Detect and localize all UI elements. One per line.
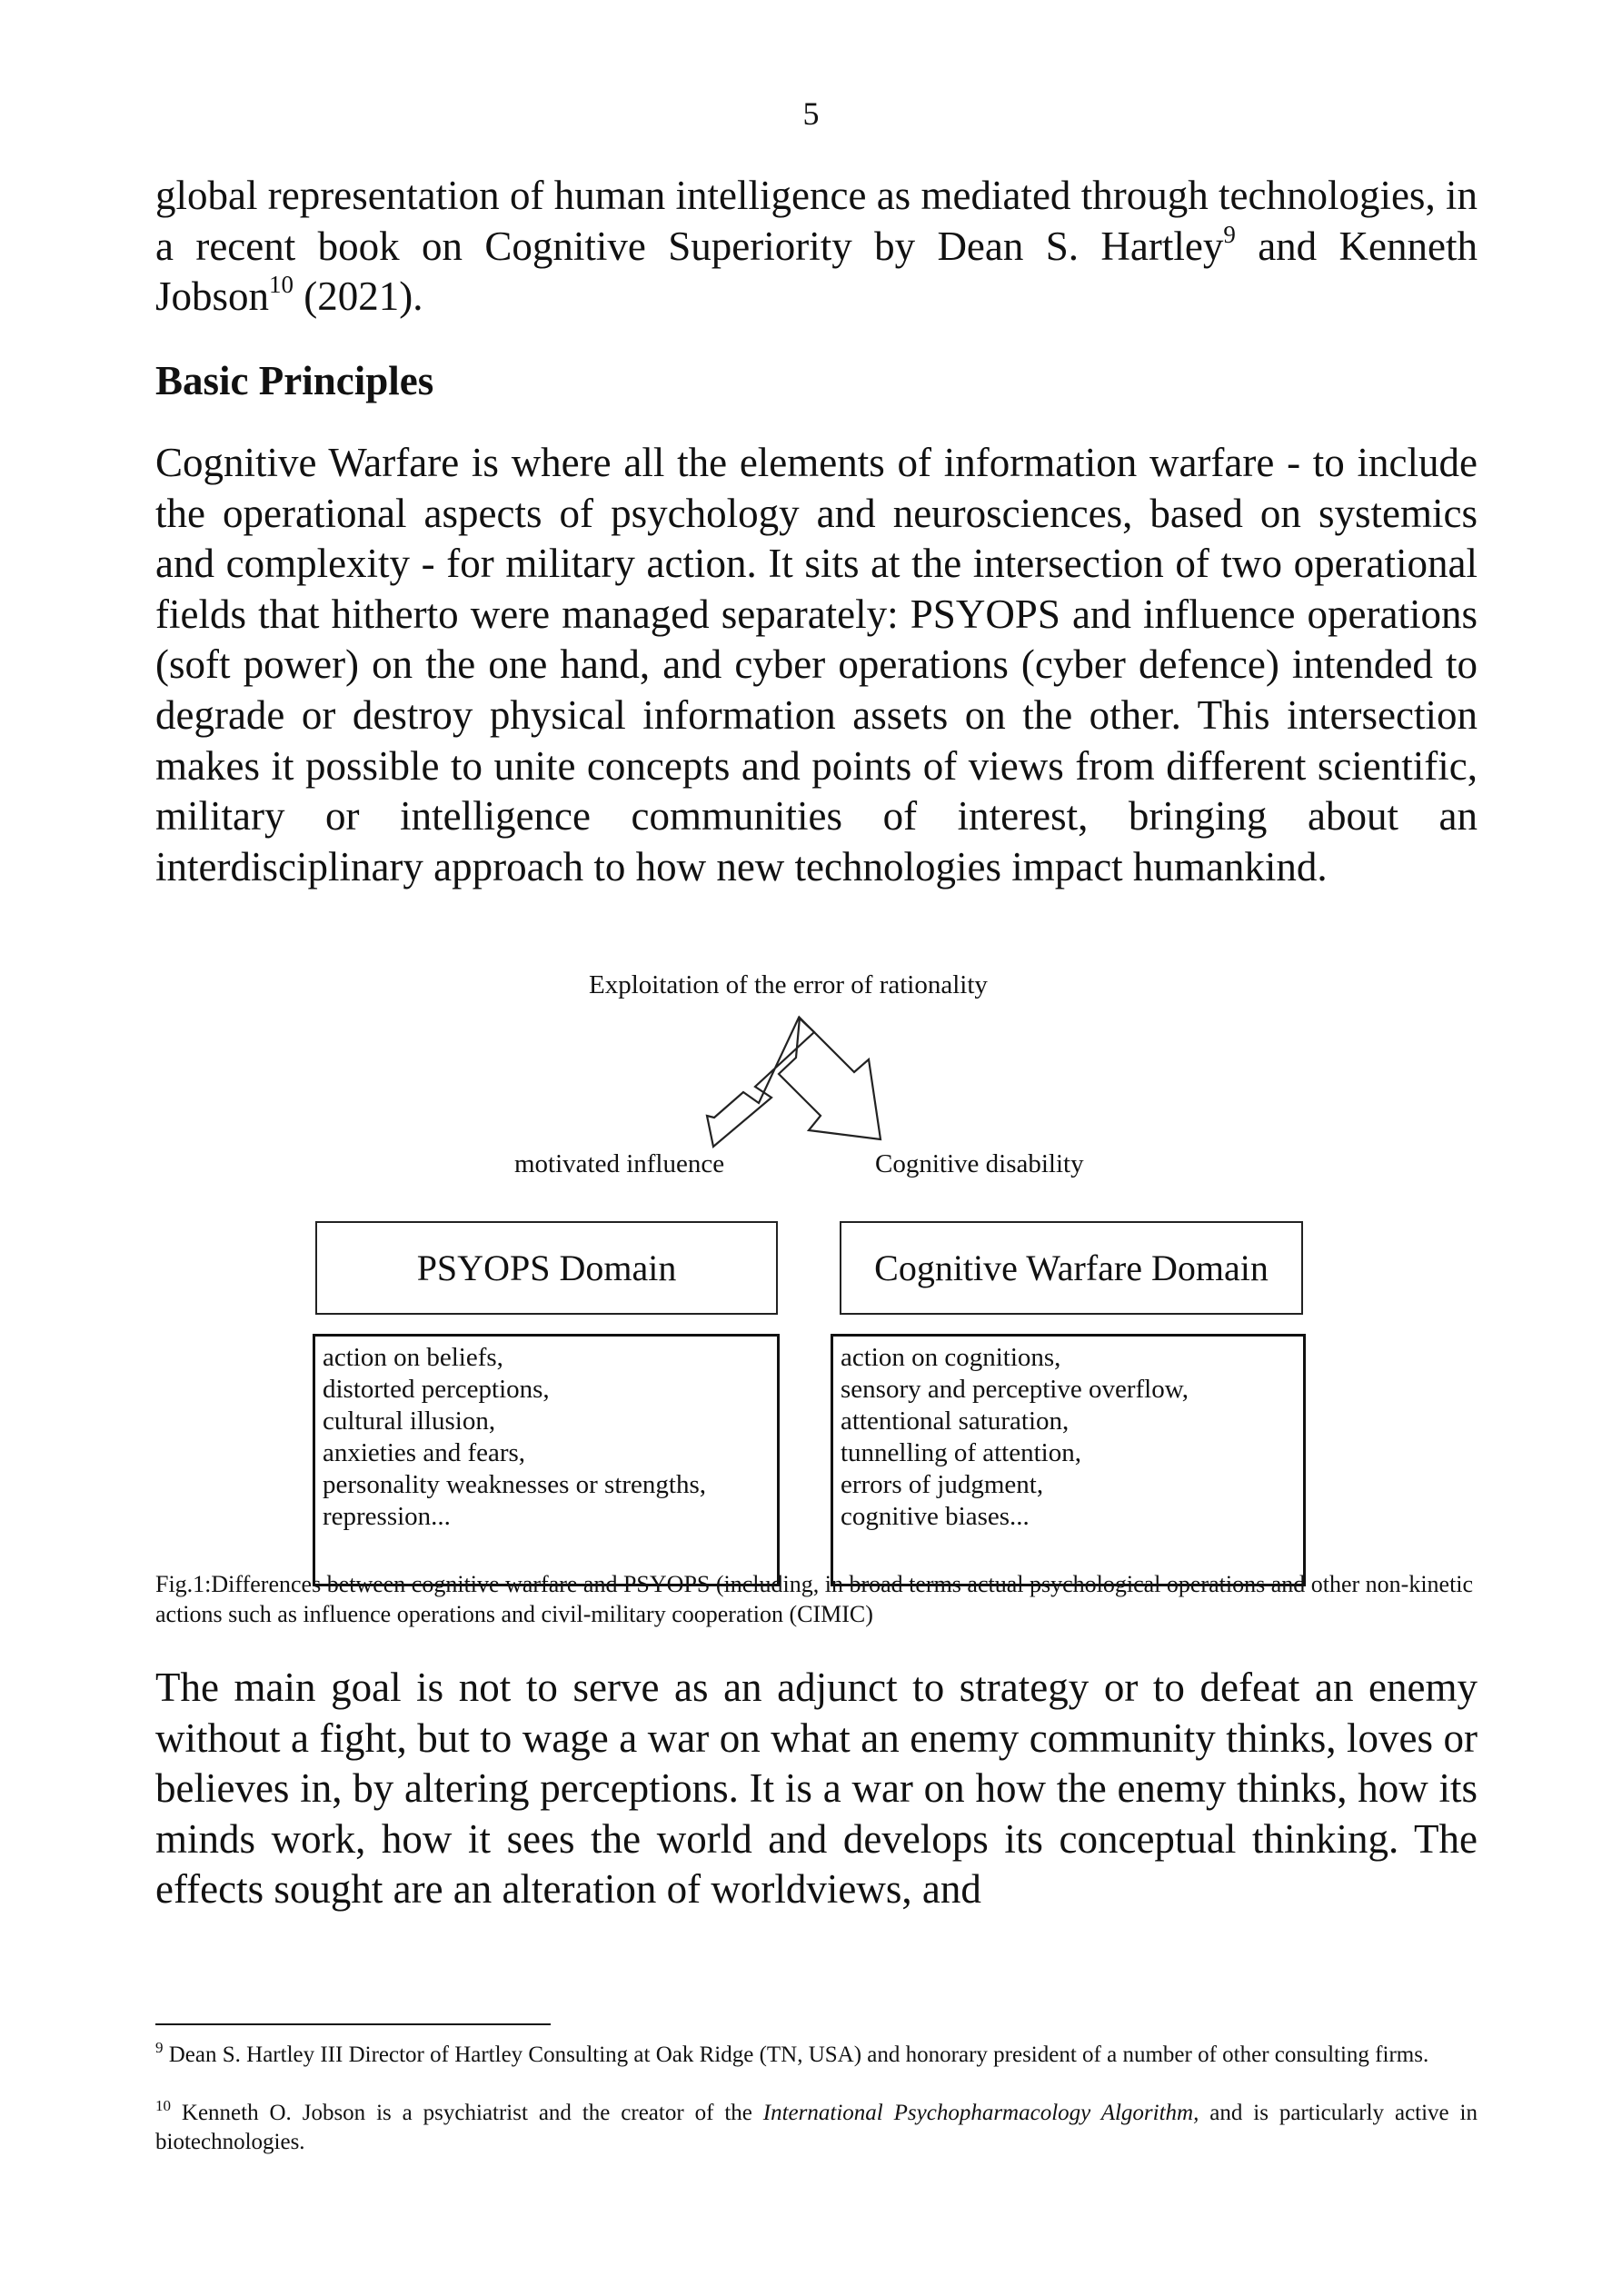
list-item: distorted perceptions, bbox=[323, 1375, 550, 1404]
footnote-divider bbox=[155, 2023, 551, 2025]
cognitive-warfare-domain-title: Cognitive Warfare Domain bbox=[874, 1247, 1269, 1288]
list-item: errors of judgment, bbox=[841, 1470, 1044, 1499]
intro-text-2: and Kenneth Jobson bbox=[155, 223, 1478, 320]
list-item: attentional saturation, bbox=[841, 1406, 1070, 1436]
footnote-marker: 9 bbox=[155, 2039, 164, 2056]
list-item: anxieties and fears, bbox=[323, 1438, 526, 1467]
psyops-list-box bbox=[313, 1334, 780, 1586]
figure-caption: Fig.1:Differences between cognitive warfare and PSYOPS (including, in broad terms actual psychological operations and other non-kinetic actions such as influence operations and civil-military cooperation (CIMIC) bbox=[155, 1571, 1474, 1627]
list-item: personality weaknesses or strengths, bbox=[323, 1470, 707, 1499]
list-item: cultural illusion, bbox=[323, 1406, 496, 1436]
footnote-text: Kenneth O. Jobson is a psychiatrist and the creator of the bbox=[171, 2101, 763, 2125]
cognitive-warfare-list-box bbox=[831, 1334, 1306, 1586]
figure-diagram bbox=[0, 954, 1622, 1554]
intro-text-3: (2021). bbox=[294, 273, 423, 320]
crossed-arrows-icon bbox=[0, 954, 1622, 1227]
list-item: action on cognitions, bbox=[841, 1343, 1061, 1372]
psyops-domain-title: PSYOPS Domain bbox=[416, 1247, 677, 1288]
footnote-marker: 10 bbox=[155, 2097, 171, 2114]
section-heading: Basic Principles bbox=[155, 358, 434, 403]
cognitive-disability-label: Cognitive disability bbox=[875, 1149, 1084, 1178]
footnote-text: and is particularly active in biotechnologies. bbox=[155, 2101, 1478, 2154]
figure-top-label: Exploitation of the error of rationality bbox=[589, 970, 988, 999]
list-item: repression... bbox=[323, 1502, 451, 1531]
footnote-italic-title: International Psychopharmacology Algorithm, bbox=[762, 2101, 1199, 2125]
motivated-influence-label: motivated influence bbox=[514, 1149, 725, 1178]
footnote-9 bbox=[155, 2041, 1478, 2070]
list-item: tunnelling of attention, bbox=[841, 1438, 1081, 1467]
footnote-10 bbox=[155, 2099, 1478, 2157]
list-item: cognitive biases... bbox=[841, 1502, 1030, 1531]
page-number: 5 bbox=[802, 95, 820, 132]
right-arrow-shape bbox=[779, 1018, 881, 1139]
footnote-text: Dean S. Hartley III Director of Hartley Consulting at Oak Ridge (TN, USA) and honorary president of a number of other consulting firms. bbox=[163, 2043, 1429, 2067]
principles-paragraph: Cognitive Warfare is where all the elements of information warfare - to include the operational aspects of psychology and neurosciences, based on systemics and complexity - for military action. It sits at the intersection of two operational fields that hitherto were managed separately: PSYOPS and influence operations (soft power) on the one hand, and cyber operations (cyber defence) intended to degrade or destroy physical information assets on the other. This intersection makes it possible to unite concepts and points of views from different scientific, military or intelligence communities of interest, bringing about an interdisciplinary approach to how new technologies impact humankind. bbox=[155, 440, 1478, 890]
intro-paragraph bbox=[155, 171, 1478, 323]
psyops-domain-box bbox=[315, 1221, 778, 1315]
cognitive-warfare-domain-box bbox=[840, 1221, 1303, 1315]
list-item: action on beliefs, bbox=[323, 1343, 503, 1372]
footnote-ref-9[interactable]: 9 bbox=[1223, 220, 1236, 248]
list-item: sensory and perceptive overflow, bbox=[841, 1375, 1189, 1404]
goal-paragraph: The main goal is not to serve as an adjunct to strategy or to defeat an enemy without a fight, but to wage a war on what an enemy community thinks, loves or believes in, by altering perceptions. It is a war on how the enemy thinks, how its minds work, how it sees the world and develops its conceptual thinking. The effects sought are an alteration of worldviews, and bbox=[155, 1665, 1478, 1913]
intro-text-1: global representation of human intelligence as mediated through technologies, in a recent book on Cognitive Superiority by Dean S. Hartley bbox=[155, 173, 1478, 269]
footnote-ref-10[interactable]: 10 bbox=[269, 271, 294, 299]
